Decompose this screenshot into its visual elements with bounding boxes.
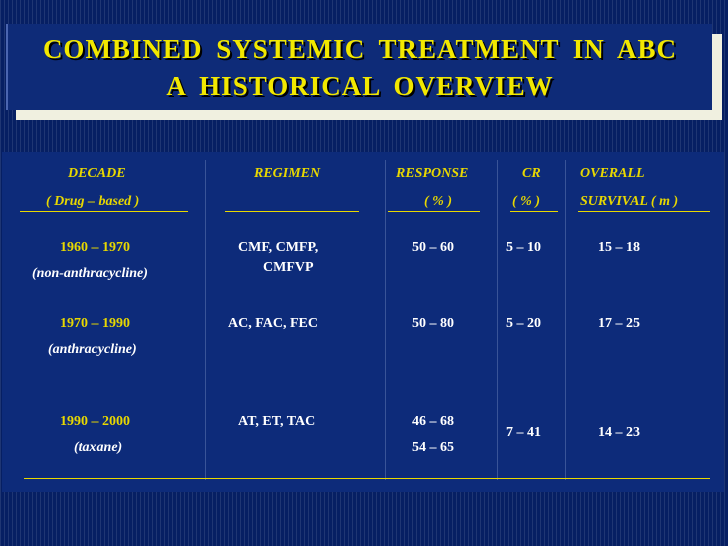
row-regimen: AT, ET, TAC — [238, 414, 316, 429]
header-cr-sub: ( % ) — [512, 194, 540, 209]
row-regimen: CMF, CMFP, — [238, 240, 319, 255]
header-overall: OVERALL — [580, 166, 645, 181]
title-line-1: COMBINED SYSTEMIC TREATMENT IN ABC — [42, 34, 678, 64]
header-overall-sub: SURVIVAL ( m ) — [580, 194, 679, 209]
row-cr: 7 – 41 — [506, 425, 541, 440]
header-underline — [20, 211, 188, 212]
table-bottom-rule — [24, 478, 710, 479]
column-divider — [565, 160, 566, 480]
title-line-2: A HISTORICAL OVERVIEW — [166, 71, 554, 101]
header-underline — [578, 211, 710, 212]
row-response: 50 – 80 — [412, 316, 454, 331]
row-response: 46 – 68 — [412, 414, 454, 429]
title-box — [6, 24, 712, 110]
row-survival: 14 – 23 — [598, 425, 640, 440]
header-response: RESPONSE — [396, 166, 469, 181]
header-decade-sub: ( Drug – based ) — [46, 194, 140, 209]
column-divider — [205, 160, 206, 480]
row-survival: 17 – 25 — [598, 316, 640, 331]
header-underline — [388, 211, 480, 212]
row-survival: 15 – 18 — [598, 240, 640, 255]
header-response-sub: ( % ) — [424, 194, 452, 209]
row-decade: 1960 – 1970 — [60, 240, 130, 255]
row-regimen-cont: CMFVP — [263, 260, 314, 275]
header-regimen: REGIMEN — [254, 166, 321, 181]
row-response: 50 – 60 — [412, 240, 454, 255]
header-cr: CR — [522, 166, 541, 181]
row-type: (taxane) — [74, 440, 123, 455]
row-type: (non-anthracycline) — [32, 266, 148, 281]
row-type: (anthracycline) — [48, 342, 137, 357]
header-decade: DECADE — [68, 166, 126, 181]
row-decade: 1970 – 1990 — [60, 316, 130, 331]
column-divider — [385, 160, 386, 480]
header-underline — [225, 211, 359, 212]
row-cr: 5 – 20 — [506, 316, 541, 331]
row-response-alt: 54 – 65 — [412, 440, 454, 455]
row-regimen: AC, FAC, FEC — [228, 316, 318, 331]
header-underline — [510, 211, 558, 212]
row-decade: 1990 – 2000 — [60, 414, 130, 429]
column-divider — [497, 160, 498, 480]
row-cr: 5 – 10 — [506, 240, 541, 255]
